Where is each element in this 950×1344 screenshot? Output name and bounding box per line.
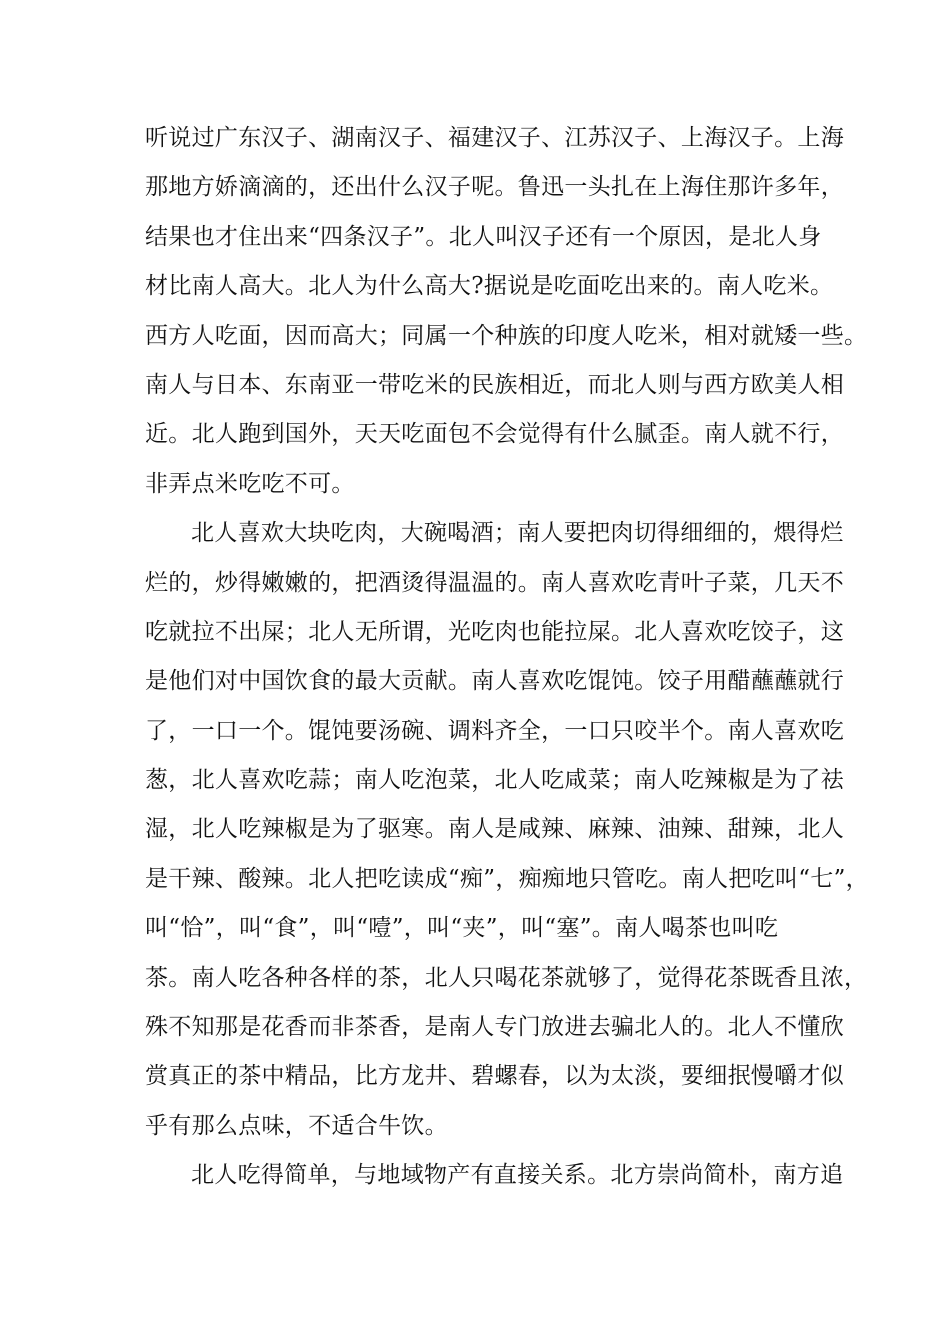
text-line: 非弄点米吃吃不可。 bbox=[145, 470, 355, 497]
text-line: 湿，北人吃辣椒是为了驱寒。南人是咸辣、麻辣、油辣、甜辣，北人 bbox=[145, 816, 844, 843]
text-line: 那地方娇滴滴的，还出什么汉子呢。鲁迅一头扎在上海住那许多年， bbox=[145, 174, 844, 201]
text-line: 材比南人高大。北人为什么高大?据说是吃面吃出来的。南人吃米。 bbox=[145, 273, 834, 300]
text-line: 赏真正的茶中精品，比方龙井、碧螺春，以为太淡，要细抿慢嚼才似 bbox=[145, 1063, 844, 1090]
text-line: 烂的，炒得嫩嫩的，把酒烫得温温的。南人喜欢吃青叶子菜，几天不 bbox=[145, 569, 844, 596]
text-line: 了，一口一个。馄饨要汤碗、调料齐全，一口只咬半个。南人喜欢吃 bbox=[145, 717, 844, 744]
paragraph-first-line: 北人喜欢大块吃肉，大碗喝酒；南人要把肉切得细细的，煨得烂 bbox=[191, 520, 844, 547]
text-line: 是他们对中国饮食的最大贡献。南人喜欢吃馄饨。饺子用醋蘸蘸就行 bbox=[145, 668, 844, 695]
text-line: 吃就拉不出屎；北人无所谓，光吃肉也能拉屎。北人喜欢吃饺子，这 bbox=[145, 618, 844, 645]
text-line: 是干辣、酸辣。北人把吃读成“痴”，痴痴地只管吃。南人把吃叫“七”， bbox=[145, 865, 869, 892]
body-text bbox=[145, 114, 869, 1201]
text-line: 乎有那么点味，不适合牛饮。 bbox=[145, 1112, 448, 1139]
text-line: 叫“恰”，叫“食”，叫“噎”，叫“夹”，叫“塞”。南人喝茶也叫吃 bbox=[145, 915, 779, 942]
text-line: 茶。南人吃各种各样的茶，北人只喝花茶就够了，觉得花茶既香且浓， bbox=[145, 964, 868, 991]
text-line: 听说过广东汉子、湖南汉子、福建汉子、江苏汉子、上海汉子。上海 bbox=[145, 125, 844, 151]
text-line: 近。北人跑到国外，天天吃面包不会觉得有什么腻歪。南人就不行， bbox=[145, 421, 844, 448]
text-line: 葱，北人喜欢吃蒜；南人吃泡菜，北人吃咸菜；南人吃辣椒是为了祛 bbox=[145, 767, 844, 794]
text-line: 西方人吃面，因而高大；同属一个种族的印度人吃米，相对就矮一些。 bbox=[145, 322, 868, 349]
paragraph-first-line: 北人吃得简单，与地域物产有直接关系。北方崇尚简朴，南方追 bbox=[191, 1162, 844, 1189]
text-line: 结果也才住出来“四条汉子”。北人叫汉子还有一个原因，是北人身 bbox=[145, 223, 822, 250]
text-line: 殊不知那是花香而非茶香，是南人专门放进去骗北人的。北人不懂欣 bbox=[145, 1014, 844, 1041]
text-line: 南人与日本、东南亚一带吃米的民族相近，而北人则与西方欧美人相 bbox=[145, 371, 844, 398]
